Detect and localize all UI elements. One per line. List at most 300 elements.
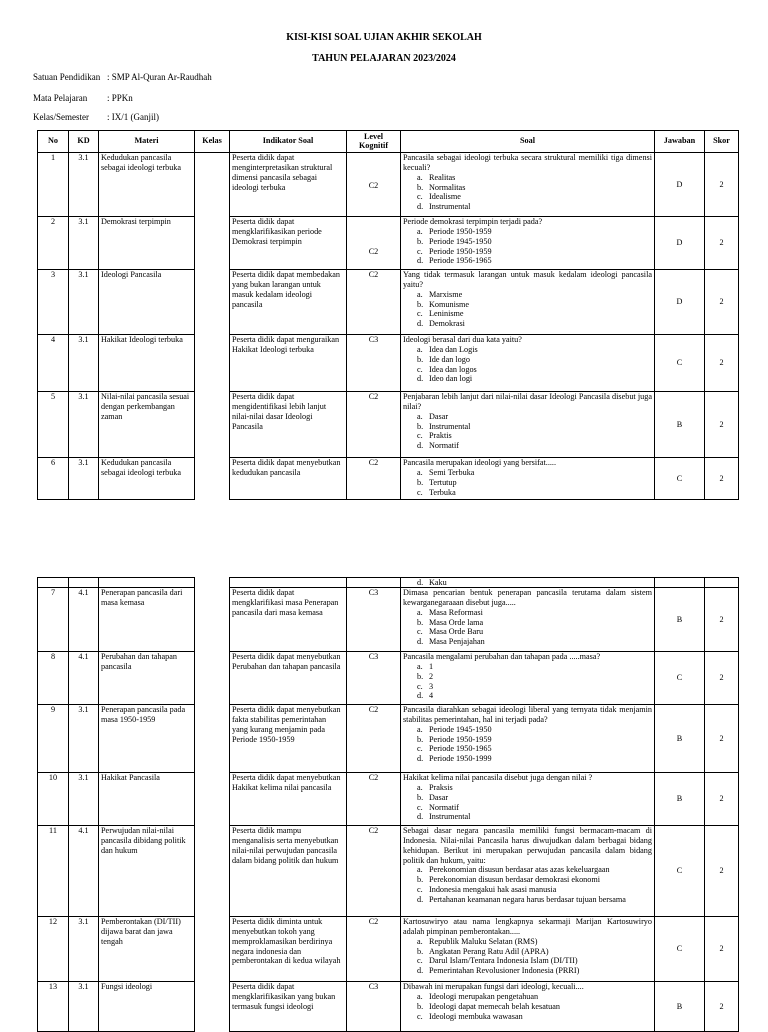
col-jawaban: Jawaban [655,131,705,153]
option-item [417,202,652,212]
option-key: c. [417,681,423,691]
cell-kelas [195,588,230,652]
option-key: a. [417,289,423,299]
cell-level [347,217,401,270]
option-text: Marxisme [429,289,463,299]
cell-skor: 2 [705,917,739,982]
option-text: Ideologi membuka wawasan [429,1011,523,1021]
cell-soal [401,652,655,705]
option-text: Terbuka [429,487,456,497]
cell-materi: Penerapan pancasila pada masa 1950-1959 [99,705,195,773]
option-text: Normatif [429,441,460,451]
option-text: Masa Orde Baru [429,627,484,637]
cell-no: 3 [38,270,69,335]
level-value: C3 [368,982,379,991]
question-text: Pancasila sebagai ideologi terbuka secara struktural memiliki tiga dimensi kecuali? [403,153,652,172]
option-text: Ideologi merupakan pengetahuan [429,991,539,1001]
cell-soal [401,153,655,217]
cell-kelas [195,270,230,335]
cell-materi: Fungsi ideologi [99,982,195,1032]
table-row [38,270,739,335]
option-text: 3 [429,681,434,691]
table-row [38,982,739,1032]
cell-level [347,982,401,1032]
question-text: Pancasila merupakan ideologi yang bersifat..... [403,458,557,467]
col-materi: Materi [99,131,195,153]
option-item [417,672,652,682]
cell-skor: 2 [705,458,739,500]
cell-soal [401,588,655,652]
cell-kd: 4.1 [69,652,99,705]
option-key: a. [417,865,423,875]
cell-no: 10 [38,773,69,826]
option-item [417,355,652,365]
cell-materi: Hakikat Ideologi terbuka [99,335,195,392]
option-item [417,895,652,905]
document-title: KISI-KISI SOAL UJIAN AKHIR SEKOLAH [286,32,482,43]
cell-no: 4 [38,335,69,392]
option-text: Leninisme [429,309,464,319]
cell-indikator: Peserta didik dapat menyebutkan fakta stabilitas pemerintahan yang kurang menjamin pada Periode 1950-1959 [230,705,347,773]
option-item [417,1002,652,1012]
level-value: C2 [368,705,379,714]
option-item [417,374,652,384]
cell-no: 9 [38,705,69,773]
cell-kd: 3.1 [69,217,99,270]
cell-jawaban: C [655,335,705,392]
option-item [417,812,652,822]
option-item [417,319,652,329]
cell-skor: 2 [705,217,739,270]
option-item [417,608,652,618]
option-item [417,662,652,672]
cell-level [347,705,401,773]
level-value: C3 [368,335,379,344]
question-text: Sebagai dasar negara pancasila memiliki fungsi bermacam-macam di Indonesia. Nilai-nilai Pancasila harus diwujudkan dalam berbagai bidang kehidupan. Berikut ini merupakan perwujudan pancasila dalam bidang politik dan hukum, yaitu: [403,826,652,865]
level-value: C2 [368,826,379,835]
level-value: C2 [368,392,379,401]
option-item [417,966,652,976]
option-text: 4 [429,691,434,701]
question-text: Kartosuwiryo atau nama lengkapnya sekarmaji Marijan Kartosuwiryo adalah pimpinan pemberontakan..... [403,917,652,936]
option-item [417,682,652,692]
exam-grid-table-continued [37,577,739,1032]
option-item [417,300,652,310]
cell-materi: Nilai-nilai pancasila sesuai dengan perkembangan zaman [99,392,195,458]
option-item [417,365,652,375]
option-item [417,290,652,300]
option-text: Masa Reformasi [429,607,483,617]
cell-kelas [195,917,230,982]
option-item [417,192,652,202]
question-text: Yang tidak termasuk larangan untuk masuk kedalam ideologi pancasila yaitu? [403,270,652,289]
cell-kd: 3.1 [69,153,99,217]
option-key: b. [417,946,424,956]
cell-kd: 3.1 [69,705,99,773]
cell-no: 8 [38,652,69,705]
cell-materi: Pemberontakan (DI/TII) dijawa barat dan jawa tengah [99,917,195,982]
cell-materi: Perubahan dan tahapan pancasila [99,652,195,705]
option-key: b. [417,792,424,802]
option-key: b. [417,299,424,309]
cell-jawaban: B [655,588,705,652]
cell-jawaban: B [655,773,705,826]
cell-jawaban: B [655,705,705,773]
option-text: Periode 1956-1965 [429,256,492,266]
cell-no: 7 [38,588,69,652]
option-text: Periode 1950-1965 [429,744,492,754]
cell-jawaban: D [655,270,705,335]
cell-kd: 3.1 [69,392,99,458]
cell-indikator: Peserta didik dapat menyebutkan Hakikat kelima nilai pancasila [230,773,347,826]
cell-no: 1 [38,153,69,217]
meta-school [33,72,212,82]
cell-indikator: Peserta didik dapat mengklarifikasi masa Penerapan pancasila dari masa kemasa [230,588,347,652]
cell-kd: 3.1 [69,458,99,500]
cell-soal [401,335,655,392]
option-text: Tertutup [429,477,457,487]
meta-school-label: Satuan Pendidikan [33,72,101,82]
question-text: Hakikat kelima nilai pancasila disebut juga dengan nilai ? [403,773,593,782]
cell-materi: Perwujudan nilai-nilai pancasila dibidang politik dan hukum [99,826,195,917]
option-item [417,227,652,237]
option-item [417,441,652,451]
option-item [417,422,652,432]
option-text: 1 [429,661,434,671]
option-text: Republik Maluku Selatan (RMS) [429,936,538,946]
question-text: Pancasila mengalami perubahan dan tahapan pada .....masa? [403,652,601,661]
cell-level [347,153,401,217]
option-key: c. [417,627,423,637]
cell-jawaban: B [655,392,705,458]
option-key: c. [417,802,423,812]
col-skor: Skor [705,131,739,153]
level-value: C3 [368,588,379,597]
cell-level [347,652,401,705]
table-header-row [38,131,739,153]
cell-no: 6 [38,458,69,500]
cell-soal [401,705,655,773]
cell-level [347,270,401,335]
option-text: Idea dan Logis [429,344,478,354]
option-item [417,431,652,441]
option-text: Idea dan logos [429,364,477,374]
option-item [417,793,652,803]
cell-soal [401,270,655,335]
cell-no: 11 [38,826,69,917]
cell-indikator: Peserta didik dapat mengklarifikasikan periode Demokrasi terpimpin [230,217,347,270]
question-text: Pancasila diarahkan sebagai ideologi liberal yang ternyata tidak menjamin stabilitas pemerintahan, hal ini terjadi pada? [403,705,652,724]
option-item [417,956,652,966]
option-text: Ide dan logo [429,354,470,364]
option-key: a. [417,936,423,946]
table-row [38,217,739,270]
option-text: Indonesia mengakui hak asasi manusia [429,885,557,895]
option-text: Perekonomian disusun berdasar demokrasi ekonomi [429,875,600,885]
cell-no: 12 [38,917,69,982]
option-key: b. [417,671,424,681]
option-key: b. [417,182,424,192]
cell-materi: Ideologi Pancasila [99,270,195,335]
cell-skor: 2 [705,773,739,826]
col-level: Level Kognitif [347,131,401,153]
question-text: Periode demokrasi terpimpin terjadi pada? [403,217,543,226]
option-key: d. [417,812,424,822]
table-row [38,826,739,917]
option-item [417,183,652,193]
option-text: Instrumental [429,421,471,431]
level-value: C2 [368,458,379,467]
option-key: a. [417,411,423,421]
meta-class [33,112,159,122]
cell-skor: 2 [705,270,739,335]
col-kd: KD [69,131,99,153]
cell-kd: 3.1 [69,773,99,826]
option-key: b. [417,875,424,885]
option-key: b. [417,477,424,487]
table-row [38,705,739,773]
option-key: c. [417,309,423,319]
table-row [38,153,739,217]
option-text: Pemerintahan Revolusioner Indonesia (PRRI) [429,966,580,976]
option-key: c. [417,487,423,497]
option-item [417,627,652,637]
option-key: d. [417,966,424,976]
cell-level [347,917,401,982]
col-indikator: Indikator Soal [230,131,347,153]
cell-level [347,773,401,826]
question-text: Dibawah ini merupakan fungsi dari ideologi, kecuali.... [403,982,584,991]
option-text: Pertahanan keamanan negara harus berdasar tujuan bersama [429,894,626,904]
option-key: c. [417,192,423,202]
cell-skor: 2 [705,392,739,458]
cell-kd: 4.1 [69,588,99,652]
cell-indikator: Peserta didik dapat menguraikan Hakikat Ideologi terbuka [230,335,347,392]
option-text: Periode 1945-1950 [429,724,492,734]
option-item [417,637,652,647]
option-item [417,173,652,183]
option-key: b. [417,421,424,431]
option-text: Perekonomian disusun berdasar atas azas kekeluargaan [429,865,610,875]
table-row [38,652,739,705]
option-text: Ideo dan logi [429,374,473,384]
cell-kelas [195,458,230,500]
option-key: c. [417,744,423,754]
cell-no: 5 [38,392,69,458]
meta-class-value: : IX/1 (Ganjil) [107,112,159,122]
meta-subject-value: : PPKn [107,93,133,103]
meta-class-label: Kelas/Semester [33,112,89,122]
cell-skor: 2 [705,588,739,652]
question-text: Ideologi berasal dari dua kata yaitu? [403,335,522,344]
option-text: Periode 1950-1959 [429,226,492,236]
level-value: C3 [368,652,379,661]
option-text: Periode 1950-1959 [429,734,492,744]
option-item [417,468,652,478]
option-key: b. [417,236,424,246]
option-item [417,618,652,628]
option-key: a. [417,661,423,671]
col-no: No [38,131,69,153]
table-row [38,588,739,652]
cell-indikator: Peserta didik dapat mengidentifikasi lebih lanjut nilai-nilai dasar Ideologi Pancasila [230,392,347,458]
option-item [417,412,652,422]
option-key: a. [417,607,423,617]
option-item [417,744,652,754]
cell-indikator: Peserta didik dapat menyebutkan kedudukan pancasila [230,458,347,500]
cell-kelas [195,773,230,826]
cell-soal [401,826,655,917]
option-key: d. [417,691,424,701]
option-key: a. [417,344,423,354]
cell-skor: 2 [705,153,739,217]
cell-skor: 2 [705,826,739,917]
option-key: a. [417,991,423,1001]
cell-indikator: Peserta didik dapat mengklarifikasikan yang bukan termasuk fungsi ideologi [230,982,347,1032]
option-item [417,247,652,257]
option-text: Realitas [429,172,456,182]
exam-grid-table [37,130,739,500]
cell-jawaban: C [655,458,705,500]
cell-kd: 3.1 [69,270,99,335]
option-text: Idealisme [429,192,461,202]
level-value: C2 [368,181,379,190]
question-text: Dimasa pencarian bentuk penerapan pancasila terutama dalam sistem kewarganegaraaan disebut juga..... [403,588,652,607]
option-key: a. [417,467,423,477]
option-key: d. [417,319,424,329]
option-item [417,803,652,813]
option-item [417,488,652,498]
cell-indikator: Peserta didik diminta untuk menyebutkan tokoh yang memproklamasikan berdirinya negara indonesia dan pemberontakan di kedua wilayah [230,917,347,982]
option-key: d. [417,256,424,266]
option-item [417,309,652,319]
option-text: Praksis [429,782,453,792]
cell-kd: 3.1 [69,335,99,392]
option-key: a. [417,782,423,792]
option-key: c. [417,885,423,895]
option-item [417,256,652,266]
level-value: C2 [368,917,379,926]
document-subtitle: TAHUN PELAJARAN 2023/2024 [312,53,456,64]
option-text: Angkatan Perang Ratu Adil (APRA) [429,946,549,956]
option-key: d. [417,754,424,764]
option-item [417,754,652,764]
cell-indikator: Peserta didik dapat membedakan yang bukan larangan untuk masuk kedalam ideologi pancasila [230,270,347,335]
cell-soal [401,217,655,270]
cell-materi: Kedudukan pancasila sebagai ideologi terbuka [99,153,195,217]
option-text: Periode 1945-1950 [429,236,492,246]
option-key: a. [417,172,423,182]
table-row [38,458,739,500]
cell-materi: Penerapan pancasila dari masa kemasa [99,588,195,652]
option-item [417,865,652,875]
cell-level [347,392,401,458]
meta-subject [33,93,133,103]
option-item [417,237,652,247]
cell-kelas [195,652,230,705]
option-text: Komunisme [429,299,470,309]
option-item [417,947,652,957]
cell-kelas [195,392,230,458]
option-key: d. [417,374,424,384]
cell-kelas [195,826,230,917]
cell-level [347,335,401,392]
option-text: Semi Terbuka [429,467,475,477]
cell-materi: Demokrasi terpimpin [99,217,195,270]
cell-soal [401,458,655,500]
option-text: Demokrasi [429,319,465,329]
cell-jawaban: C [655,652,705,705]
level-value: C2 [368,247,379,256]
cell-jawaban: D [655,153,705,217]
option-text: Periode 1950-1959 [429,246,492,256]
option-key: c. [417,431,423,441]
cell-no: 2 [38,217,69,270]
option-item [417,937,652,947]
option-key: a. [417,226,423,236]
option-key: d. [417,202,424,212]
cell-indikator: Peserta didik dapat menyebutkan Perubahan dan tahapan pancasila [230,652,347,705]
option-key: c. [417,364,423,374]
option-text: Dasar [429,792,449,802]
cell-skor: 2 [705,705,739,773]
cell-level [347,826,401,917]
option-key: d. [417,441,424,451]
col-soal: Soal [401,131,655,153]
option-item [417,725,652,735]
option-item [417,478,652,488]
cell-jawaban: B [655,982,705,1032]
cell-kd: 3.1 [69,917,99,982]
cell-indikator: Peserta didik dapat menginterpretasikan struktural dimensi pancasila sebagai ideologi terbuka [230,153,347,217]
continuation-row [38,578,739,588]
cell-kelas [195,705,230,773]
option-item [417,691,652,701]
option-text: Instrumental [429,812,471,822]
cell-kelas [195,217,230,270]
option-text: 2 [429,671,434,681]
option-key: d. [417,894,424,904]
cell-level [347,588,401,652]
cell-jawaban: C [655,826,705,917]
option-key: c. [417,1011,423,1021]
option-key: b. [417,617,424,627]
option-text: Instrumental [429,202,471,212]
level-value: C2 [368,270,379,279]
cell-skor: 2 [705,335,739,392]
option-text: Praktis [429,431,452,441]
option-item [417,992,652,1002]
option-item [417,885,652,895]
option-text: Dasar [429,411,449,421]
cell-level [347,458,401,500]
cell-kelas [195,153,230,217]
cell-soal [401,773,655,826]
level-value: C2 [368,773,379,782]
option-item [417,875,652,885]
cell-kelas [195,335,230,392]
option-key: b. [417,734,424,744]
cell-kd: 4.1 [69,826,99,917]
option-key: c. [417,956,423,966]
cell-soal [401,917,655,982]
option-item [417,345,652,355]
option-item [417,783,652,793]
col-kelas: Kelas [195,131,230,153]
option-item: d. Kaku [417,578,447,587]
meta-subject-label: Mata Pelajaran [33,93,88,103]
meta-school-value: : SMP Al-Quran Ar-Raudhah [107,72,212,82]
